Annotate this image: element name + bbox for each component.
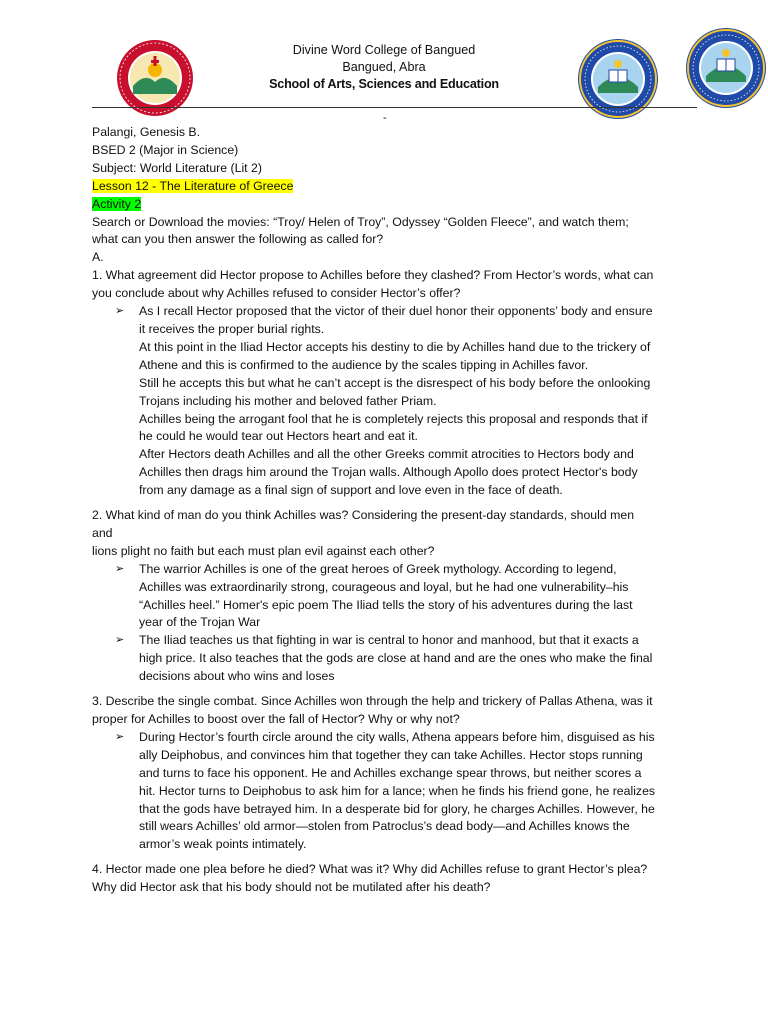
college-name: Divine Word College of Bangued <box>292 43 476 57</box>
answer-line: At this point in the Iliad Hector accepts his destiny to die by Achilles hand due to the trickery of <box>139 339 651 354</box>
instructions <box>92 214 674 268</box>
document-header <box>0 42 768 93</box>
answer-paragraph <box>92 339 674 500</box>
answer-bullet <box>92 729 674 854</box>
question-line: lions plight no faith but each must plan evil against each other? <box>92 543 435 558</box>
question-line: proper for Achilles to boost over the fall of Hector? Why or why not? <box>92 712 460 726</box>
question-line: 2. What kind of man do you think Achilles was? Considering the present-day standards, should men <box>92 508 635 523</box>
student-name: Palangi, Genesis B. <box>92 125 201 139</box>
header-divider <box>92 107 697 108</box>
answer-line: The Iliad teaches us that fighting in war is central to honor and manhood, but that it exacts a <box>139 633 639 648</box>
question-4 <box>92 861 674 897</box>
question-line: 4. Hector made one plea before he died? What was it? Why did Achilles refuse to grant Hector’s plea? <box>92 862 648 877</box>
answer-line: ally Deiphobus, and convinces him that together they can take Achilles. Hector stops running <box>139 747 643 762</box>
question-line: and <box>92 525 113 540</box>
arrow-bullet-icon: ➢ <box>115 562 125 575</box>
question-line: 1. What agreement did Hector propose to Achilles before they clashed? From Hector’s words, what can <box>92 268 654 283</box>
answer-line: “Achilles heel.” Homer's epic poem The Iliad tells the story of his adventures during the last <box>139 597 633 612</box>
answer-line: As I recall Hector proposed that the victor of their duel honor their opponents’ body and ensure <box>139 304 653 319</box>
lesson-title: Lesson 12 - The Literature of Greece <box>92 178 294 193</box>
subject-line: Subject: World Literature (Lit 2) <box>92 160 262 175</box>
question-line: 3. Describe the single combat. Since Achilles won through the help and trickery of Pallas Athena, was it <box>92 694 653 709</box>
answer-line: he could he would tear out Hectors heart and eat it. <box>139 429 418 444</box>
question-line: Why did Hector ask that his body should not be mutilated after his death? <box>92 880 491 895</box>
school-name: School of Arts, Sciences and Education <box>269 77 499 91</box>
question-2 <box>92 507 674 561</box>
answer-line: armor’s weak points intimately. <box>139 837 307 852</box>
arrow-bullet-icon: ➢ <box>115 730 125 743</box>
answer-line: After Hectors death Achilles and all the other Greeks commit atrocities to Hectors body and <box>139 447 634 462</box>
instructions-line: what can you then answer the following as called for? <box>92 232 384 247</box>
answer-line: high price. It also teaches that the gods are close at hand and are the ones who make the final <box>139 651 653 666</box>
activity-title: Activity 2 <box>92 196 142 211</box>
document-body <box>92 124 674 897</box>
answer-line: it receives the proper burial rights. <box>139 321 325 336</box>
question-3 <box>92 693 674 729</box>
arrow-bullet-icon: ➢ <box>115 634 125 647</box>
answer-line: that the gods have betrayed him. In a desperate bid for glory, he charges Achilles. However, he <box>139 801 655 816</box>
answer-line: from any damage as a final sign of support and love even in the face of death. <box>139 483 563 498</box>
answer-line: Athene and this is confirmed to the audience by the scales tipping in Achilles favor. <box>139 357 589 372</box>
answer-line: Still he accepts this but what he can’t accept is the disrespect of his body before the onlooking <box>139 375 651 390</box>
answer-line: still wears Achilles’ old armor—stolen from Patroclus’s dead body—and Achilles knows the <box>139 819 630 834</box>
answer-bullet <box>92 561 674 633</box>
student-course: BSED 2 (Major in Science) <box>92 142 239 157</box>
answer-line: year of the Trojan War <box>139 615 261 630</box>
instructions-line: Search or Download the movies: “Troy/ Helen of Troy”, Odyssey “Golden Fleece”, and watch them; <box>92 214 629 229</box>
answer-line: hit. Hector turns to Deiphobus to ask him for a lance; when he finds his friend gone, he realizes <box>139 783 656 798</box>
question-1 <box>92 267 674 303</box>
college-location: Bangued, Abra <box>342 60 426 74</box>
answer-bullet <box>92 303 674 339</box>
answer-line: Achilles then drags him around the Trojan walls. Although Apollo does protect Hector's body <box>139 465 638 480</box>
part-label: A. <box>92 250 104 265</box>
answer-line: decisions about who wins and loses <box>139 669 335 684</box>
header-dash: - <box>383 112 387 124</box>
answer-line: Trojans including his mother and beloved father Priam. <box>139 393 437 408</box>
answer-line: and turns to face his opponent. He and Achilles exchange spear throws, but neither scores a <box>139 765 642 780</box>
answer-line: During Hector’s fourth circle around the city walls, Athena appears before him, disguised as his <box>139 729 655 744</box>
answer-line: The warrior Achilles is one of the great heroes of Greek mythology. According to legend, <box>139 561 617 576</box>
answer-line: Achilles was extraordinarily strong, courageous and loyal, but he had one vulnerability–his <box>139 579 629 594</box>
question-line: you conclude about why Achilles refused to consider Hector’s offer? <box>92 286 461 301</box>
answer-line: Achilles being the arrogant fool that he is completely rejects this proposal and responds that if <box>139 411 648 426</box>
arrow-bullet-icon: ➢ <box>115 305 125 318</box>
answer-bullet <box>92 632 674 686</box>
